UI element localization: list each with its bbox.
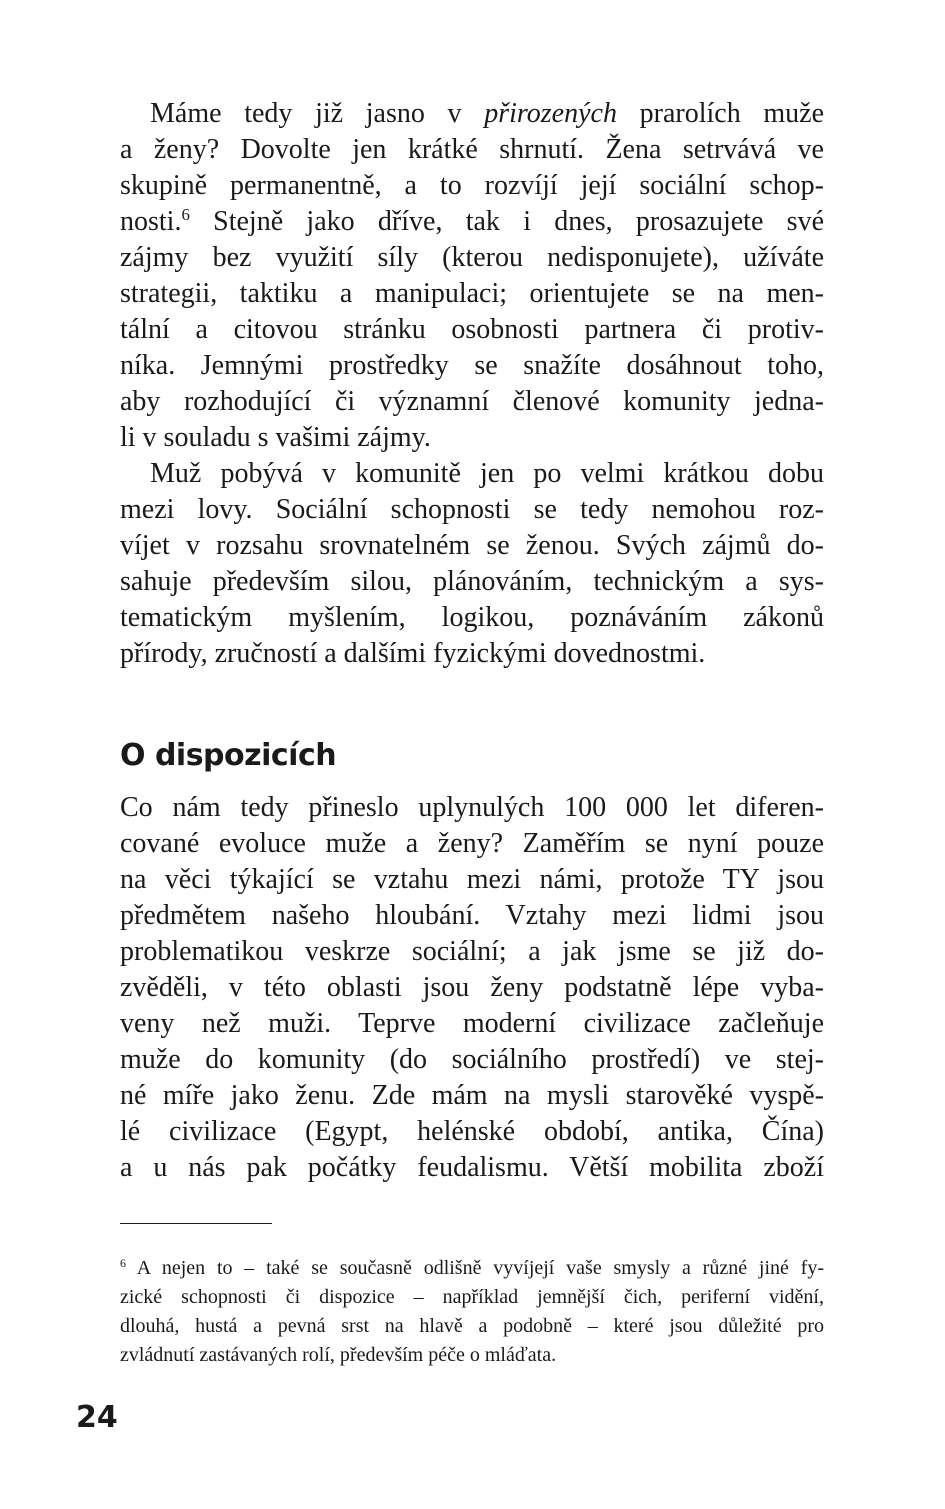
footnote-divider	[120, 1223, 272, 1224]
text-line: mezi lovy. Sociální schopnosti se tedy nemohou roz-	[120, 494, 824, 525]
text-line: a u nás pak počátky feudalismu. Větší mobilita zboží	[120, 1152, 824, 1183]
text-line: zájmy bez využití síly (kterou nedisponujete), užíváte	[120, 242, 824, 273]
text-line: problematikou veskrze sociální; a jak jsme se již do-	[120, 936, 824, 967]
body-text-section	[120, 790, 824, 1186]
text-line: na věci týkající se vztahu mezi námi, protože TY jsou	[120, 864, 824, 895]
footnote-marker: 6	[120, 1255, 126, 1270]
paragraph-2	[120, 456, 824, 672]
text-line: lé civilizace (Egypt, helénské období, antika, Čína)	[120, 1116, 824, 1147]
text-line: veny než muži. Teprve moderní civilizace začleňuje	[120, 1008, 824, 1039]
text-line: Muž pobývá v komunitě jen po velmi krátkou dobu	[150, 458, 824, 489]
text-line: předmětem našeho hloubání. Vztahy mezi lidmi jsou	[120, 900, 824, 931]
footnote-line: $^6$ A nejen to – také se současně odlišně vyvíjejí vaše smysly a různé jiné fy-	[120, 1255, 824, 1279]
text-line: Co nám tedy přineslo uplynulých 100 000 let diferen-	[120, 792, 824, 823]
emphasis: přirozených	[484, 98, 617, 129]
text-line: strategii, taktiku a manipulaci; orientujete se na men-	[120, 278, 824, 309]
body-text-top	[120, 96, 824, 672]
page-number: 24	[76, 1400, 118, 1435]
footnote-line: dlouhá, hustá a pevná srst na hlavě a podobně – které jsou důležité pro	[120, 1315, 824, 1337]
section-heading: O dispozicích	[120, 738, 337, 773]
text-line: nosti.$^6$ Stejně jako dříve, tak i dnes, prosazujete své	[120, 204, 824, 237]
paragraph-3	[120, 790, 824, 1186]
footnote-line: zické schopnosti či dispozice – například jemnější čich, periferní vidění,	[120, 1286, 824, 1308]
text-line: sahuje především silou, plánováním, technickým a sys-	[120, 566, 824, 597]
text-line: aby rozhodující či významní členové komunity jedna-	[120, 386, 824, 417]
text-line: a ženy? Dovolte jen krátké shrnutí. Žena setrvává ve	[120, 134, 824, 165]
text-line: zvěděli, v této oblasti jsou ženy podstatně lépe vyba-	[120, 972, 824, 1003]
text-line: skupině permanentně, a to rozvíjí její sociální schop-	[120, 170, 824, 201]
text-line: tální a citovou stránku osobnosti partnera či protiv-	[120, 314, 824, 345]
text-line: né míře jako ženu. Zde mám na mysli starověké vyspě-	[120, 1080, 824, 1111]
text-line: víjet v rozsahu srovnatelném se ženou. Svých zájmů do-	[120, 530, 824, 561]
footnote	[120, 1254, 824, 1370]
text-line: přírody, zručností a dalšími fyzickými dovednostmi.	[120, 638, 706, 669]
footnote-reference: 6	[181, 204, 190, 224]
footnote-line: zvládnutí zastávaných rolí, především péče o mláďata.	[120, 1344, 557, 1366]
text-line: níka. Jemnými prostředky se snažíte dosáhnout toho,	[120, 350, 824, 381]
text-line: li v souladu s vašimi zájmy.	[120, 422, 431, 453]
text-line: Máme tedy již jasno v přirozených prarolích muže	[150, 98, 825, 129]
text-line: muže do komunity (do sociálního prostředí) ve stej-	[120, 1044, 824, 1075]
text-line: cované evoluce muže a ženy? Zaměřím se nyní pouze	[120, 828, 824, 859]
paragraph-1	[120, 96, 824, 456]
text-line: tematickým myšlením, logikou, poznáváním zákonů	[120, 602, 824, 633]
